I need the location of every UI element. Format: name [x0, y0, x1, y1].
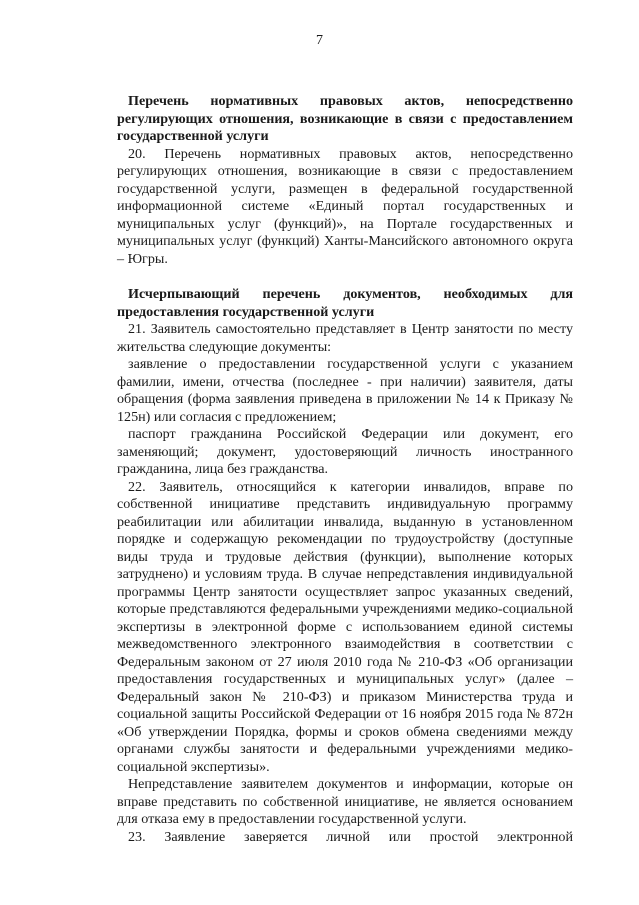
paragraph-22: 22. Заявитель, относящийся к категории инвалидов, вправе по собственной инициативе представить индивидуальную программу реабилитации или абилитации инвалида, выданную в установленном порядке и содержащую рекомендации по трудоустройству (доступные виды труда и трудовые действия (функции), выполнение которых затруднено) и условиям труда. В случае непредставления индивидуальной программы Центр занятости осуществляет запрос указанных сведений, которые представляются федеральными учреждениями медико-социальной экспертизы в электронной форме с использованием единой системы межведомственного электронного взаимодействия в соответствии с Федеральным законом от 27 июля 2010 года № 210-ФЗ «Об организации предоставления государственных и муниципальных услуг» (далее – Федеральный закон № 210-ФЗ) и приказом Министерства труда и социальной защиты Российской Федерации от 16 ноября 2015 года № 872н «Об утверждении Порядка, формы и сроков обмена сведениями между органами службы занятости и федеральными учреждениями медико-социальной экспертизы». — [117, 478, 573, 775]
document-body — [117, 93, 573, 846]
section-heading-documents: Исчерпывающий перечень документов, необходимых для предоставления государственной услуги — [117, 286, 573, 320]
paragraph-23-start: 23. Заявление заверяется личной или простой электронной — [128, 828, 573, 845]
paragraph-22-note: Непредставление заявителем документов и информации, которые он вправе представить по собственной инициативе, не является основанием для отказа ему в предоставлении государственной услуги. — [117, 776, 573, 827]
paragraph-21: 21. Заявитель самостоятельно представляет в Центр занятости по месту жительства следующие документы: — [117, 321, 573, 355]
section-gap — [117, 268, 573, 286]
section-heading-legal-acts: Перечень нормативных правовых актов, непосредственно регулирующих отношения, возникающие в связи с предоставлением государственной услуги — [117, 93, 573, 144]
paragraph-21-item-application: заявление о предоставлении государственной услуги с указанием фамилии, имени, отчества (последнее - при наличии) заявителя, даты обращения (форма заявления приведена в приложении № 14 к Приказу № 125н) или согласия с предложением; — [117, 356, 573, 425]
paragraph-20: 20. Перечень нормативных правовых актов, непосредственно регулирующих отношения, возникающие в связи с предоставлением государственной услуги, размещен в федеральной государственной информационной системе «Единый портал государственных и муниципальных услуг (функций)», на Портале государственных и муниципальных услуг (функций) Ханты-Мансийского автономного округа – Югры. — [117, 145, 573, 267]
page-number: 7 — [316, 33, 323, 48]
paragraph-21-item-passport: паспорт гражданина Российской Федерации или документ, его заменяющий; документ, удостоверяющий личность иностранного гражданина, лица без гражданства. — [117, 426, 573, 477]
